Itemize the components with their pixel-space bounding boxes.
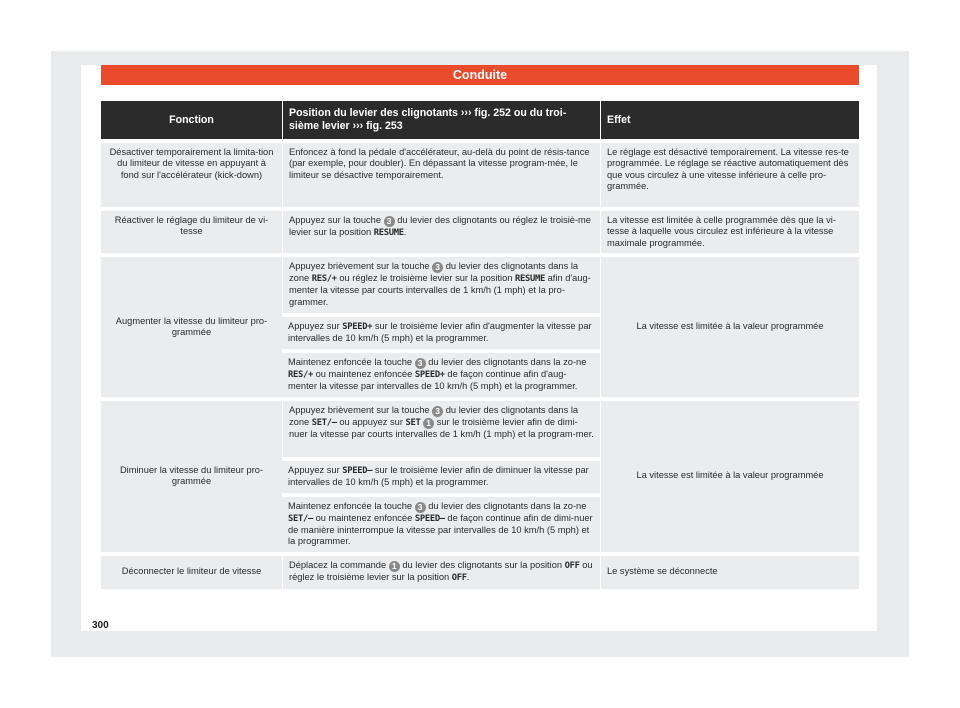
text-fragment: Déplacez la commande	[289, 559, 387, 570]
text-fragment: Maintenez enfoncée la touche	[288, 357, 413, 367]
cell-position	[282, 253, 600, 313]
button-3-icon: 3	[432, 406, 443, 417]
text-fragment: du levier des clignotants dans la zone	[289, 261, 579, 283]
table-row	[101, 139, 859, 207]
cell-position	[282, 313, 600, 349]
cell-position	[282, 207, 600, 253]
text-fragment: de façon continue afin d'aug-menter la vitesse par intervalles de 10 km/h (5 mph) et la programmer.	[288, 369, 578, 392]
cell-position	[282, 397, 600, 457]
key-label: RESUME	[515, 274, 546, 284]
header-fonction: Fonction	[101, 101, 282, 139]
table-header-row	[101, 101, 859, 139]
text-fragment: du levier des clignotants dans la zone	[289, 404, 579, 427]
text-fragment: .	[466, 571, 470, 582]
text-fragment: sur le troisième levier afin d'augmenter la vitesse par intervalles de 10 km/h (5 mph) et la programmer.	[288, 321, 592, 344]
text-fragment: Appuyez sur la touche	[289, 215, 381, 225]
cell-position: Enfoncez à fond la pédale d'accélérateur, au-delà du point de résis-tance (par exemple, pour doubler). En dépassant la vitesse program-mée, le limiteur se désactive temporairement.	[282, 139, 600, 207]
cell-effet: Le réglage est désactivé temporairement. La vitesse res-te programmée. Le réglage se réactive automatiquement dès que vous circulez à une vitesse inférieure à celle pro-grammée.	[600, 139, 859, 207]
cell-fonction: Réactiver le réglage du limiteur de vi-tesse	[101, 207, 282, 253]
cell-position	[282, 552, 600, 589]
header-effet: Effet	[600, 101, 859, 139]
cell-fonction: Diminuer la vitesse du limiteur pro-grammée	[101, 397, 282, 552]
key-label: SPEED–	[342, 465, 373, 476]
page-number: 300	[92, 620, 109, 631]
text-fragment: du levier des clignotants dans la zo-ne	[428, 357, 587, 367]
table-row	[101, 253, 859, 313]
header-position: Position du levier des clignotants ››› fig. 252 ou du troi-sième levier ››› fig. 253	[282, 101, 600, 139]
button-3-icon: 3	[415, 502, 426, 513]
cell-fonction: Déconnecter le limiteur de vitesse	[101, 552, 282, 589]
text-fragment: du levier des clignotants sur la position	[402, 559, 563, 570]
text-fragment: Appuyez brièvement sur la touche	[289, 261, 430, 271]
section-banner: Conduite	[101, 65, 859, 85]
text-fragment: ou réglez le troisième levier sur la position	[289, 559, 593, 582]
text-fragment: du levier des clignotants ou réglez le troisiè-me levier sur la position	[289, 215, 591, 237]
key-label: RESUME	[373, 228, 404, 238]
cell-effet: Le système se déconnecte	[600, 552, 859, 589]
key-label: RES/+	[311, 274, 337, 284]
cell-position	[282, 493, 600, 552]
key-label: SPEED+	[414, 370, 445, 380]
cell-position	[282, 349, 600, 397]
text-fragment: du levier des clignotants dans la zo-ne	[428, 500, 587, 511]
text-fragment: Appuyez sur	[288, 321, 340, 331]
cell-fonction: Augmenter la vitesse du limiteur pro-grammée	[101, 253, 282, 397]
button-3-icon: 3	[384, 216, 395, 227]
text-fragment: ou appuyez sur	[339, 416, 403, 427]
cell-effet: La vitesse est limitée à celle programmée dès que la vi-tesse à laquelle vous circulez est inférieure à la vitesse maximale programmée.	[600, 207, 859, 253]
text-fragment: Maintenez enfoncée la touche	[288, 500, 413, 511]
button-1-icon: 1	[389, 561, 400, 572]
button-1-icon: 1	[423, 418, 434, 429]
key-label: SET	[405, 417, 421, 428]
text-fragment: ou maintenez enfoncée	[315, 369, 413, 379]
text-fragment: ou maintenez enfoncée	[315, 512, 413, 523]
key-label: SPEED–	[414, 513, 445, 524]
text-fragment: sur le troisième levier afin de diminuer la vitesse par intervalles de 10 km/h (5 mph) et la programmer.	[288, 464, 589, 487]
text-fragment: de façon continue afin de dimi-nuer de manière ininterrompue la vitesse par intervalles de 10 km/h (5 mph) et la programmer.	[288, 512, 593, 547]
cell-fonction: Désactiver temporairement la limita-tion du limiteur de vitesse en appuyant à fond sur l'accélérateur (kick-down)	[101, 139, 282, 207]
text-fragment: afin d'aug-menter la vitesse par courts intervalles de 1 km/h (1 mph) et la pro-grammer.	[289, 273, 591, 307]
text-fragment: .	[403, 227, 407, 237]
button-3-icon: 3	[432, 262, 443, 273]
key-label: SPEED+	[342, 322, 373, 332]
key-label: RES/+	[288, 370, 313, 380]
button-3-icon: 3	[415, 358, 426, 369]
key-label: OFF	[451, 572, 467, 583]
table-row	[101, 552, 859, 589]
table-row	[101, 397, 859, 457]
text-fragment: sur le troisième levier afin de dimi-nuer la vitesse par courts intervalles de 1 km/h (1 mph) et la program-mer.	[289, 416, 594, 439]
cell-effet: La vitesse est limitée à la valeur programmée	[600, 253, 859, 397]
key-label: SET/–	[311, 417, 337, 428]
key-label: OFF	[564, 560, 580, 571]
text-fragment: Appuyez sur	[288, 464, 340, 475]
text-fragment: ou réglez le troisième levier sur la position	[339, 273, 513, 283]
table-row	[101, 207, 859, 253]
cell-position	[282, 457, 600, 493]
key-label: SET/–	[288, 513, 313, 524]
function-table	[101, 101, 859, 589]
cell-effet: La vitesse est limitée à la valeur programmée	[600, 397, 859, 552]
text-fragment: Appuyez brièvement sur la touche	[289, 404, 430, 415]
